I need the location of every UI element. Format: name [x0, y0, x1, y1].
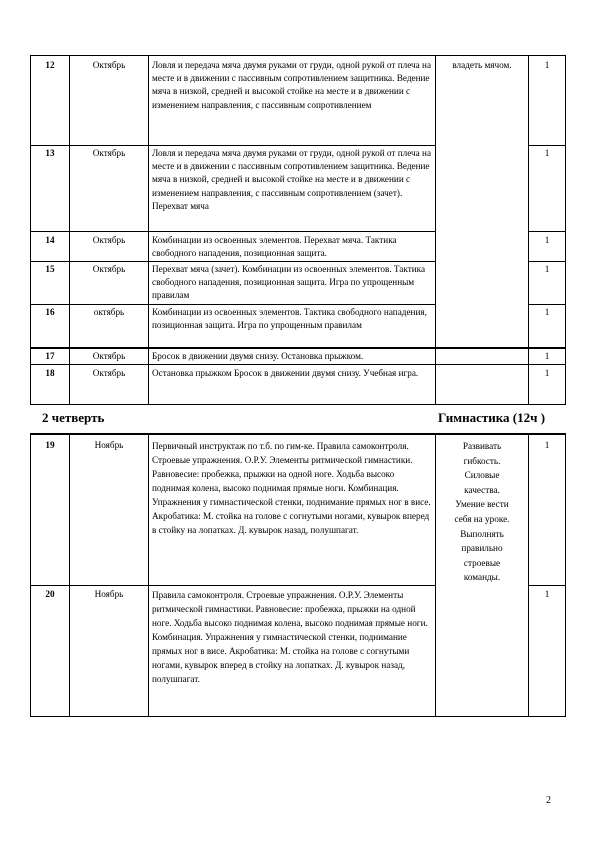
lesson-content: Комбинации из освоенных элементов. Перехват мяча. Тактика свободного нападения, позиционная защита.	[152, 235, 397, 259]
lesson-content: Ловля и передача мяча двумя руками от груди, одной рукой от плеча на месте и в движении с пассивным сопротивлением защитника. Ведение мяча в низкой, средней и высокой стойке на месте и в движении с изменением направления, с пассивным сопротивлением (зачет). Перехват мяча	[152, 148, 432, 211]
lesson-hours: 1	[544, 589, 550, 599]
lesson-month: Октябрь	[92, 351, 126, 361]
lesson-month: Октябрь	[92, 148, 126, 158]
lesson-month: октябрь	[93, 307, 125, 317]
quarter-heading: 2 четверть	[42, 410, 105, 425]
lesson-number: 19	[45, 440, 55, 450]
table-line	[565, 55, 566, 405]
table-line	[30, 347, 566, 349]
table-line	[30, 404, 566, 405]
lesson-hours: 1	[544, 307, 550, 317]
lesson-content: Бросок в движении двумя снизу. Остановка прыжком.	[152, 351, 364, 361]
table-line	[30, 433, 566, 435]
lesson-hours: 1	[544, 440, 550, 450]
lesson-number: 13	[45, 148, 55, 158]
lesson-number: 17	[45, 351, 55, 361]
table-line	[435, 433, 436, 717]
lesson-hours: 1	[544, 60, 550, 70]
lesson-hours: 1	[544, 148, 550, 158]
lesson-month: Ноябрь	[94, 589, 124, 599]
lesson-number: 12	[45, 60, 55, 70]
table-line	[30, 55, 566, 56]
table-line	[148, 433, 149, 717]
table-line	[148, 55, 149, 405]
lesson-month: Октябрь	[92, 264, 126, 274]
table-line	[565, 433, 566, 717]
lesson-content: Первичный инструктаж по т.б. по гим-ке. Правила самоконтроля. Строевые упражнения. О.Р.У. Элементы ритмической гимнастики. Равновесие: пробежка, прыжки на одной ноге. Ходьба высоко поднимая колена, высоко поднимая прямые ноги. Комбинация. Упражнения у гимнастической стенки, поднимание прямых ног в висе. Акробатика: М. стойка на голове с согнутыми ногами, кувырок вперед в стойку на лопатках. Д. кувырок назад, полушпагат.	[152, 441, 431, 535]
lesson-hours: 1	[544, 264, 550, 274]
table-line	[528, 585, 566, 586]
table-line	[528, 145, 566, 146]
table-line	[30, 364, 566, 365]
lesson-hours: 1	[544, 368, 550, 378]
table-line	[528, 304, 566, 305]
skills-text: Развивать гибкость. Силовые качества. Умение вести себя на уроке. Выполнять правильно строевые команды.	[454, 441, 510, 583]
lesson-number: 14	[45, 235, 55, 245]
lesson-month: Октябрь	[92, 235, 126, 245]
lesson-number: 20	[45, 589, 55, 599]
table-line	[69, 433, 70, 717]
table-line	[30, 716, 566, 717]
table-line	[30, 585, 435, 586]
lesson-content: Остановка прыжком Бросок в движении двумя снизу. Учебная игра.	[152, 368, 419, 378]
page-number: 2	[546, 795, 551, 806]
table-line	[30, 261, 435, 262]
table-line	[528, 433, 529, 717]
lesson-content: Комбинации из освоенных элементов. Тактика свободного нападения, позиционная защита. Игра по упрощенным правилам	[152, 307, 427, 331]
lesson-number: 15	[45, 264, 55, 274]
table-line	[435, 55, 436, 405]
skills-text: владеть мячом.	[452, 60, 512, 70]
lesson-month: Октябрь	[92, 368, 126, 378]
lesson-content: Перехват мяча (зачет). Комбинации из освоенных элементов. Тактика свободного нападения, позиционная защита. Игра по упрощенным правилам	[152, 264, 426, 301]
lesson-month: Ноябрь	[94, 440, 124, 450]
lesson-number: 16	[45, 307, 55, 317]
lesson-content: Ловля и передача мяча двумя руками от груди, одной рукой от плеча на месте и в движении с пассивным сопротивлением защитника. Ведение мяча в низкой, средней и высокой стойке на месте и в движении с изменением направления, с пассивным сопротивлением	[152, 60, 432, 110]
lesson-hours: 1	[544, 235, 550, 245]
section-topic-heading: Гимнастика (12ч )	[438, 410, 546, 425]
table-line	[30, 433, 31, 717]
lesson-hours: 1	[544, 351, 550, 361]
table-line	[30, 145, 435, 146]
table-line	[30, 231, 435, 232]
lesson-content: Правила самоконтроля. Строевые упражнения. О.Р.У. Элементы ритмической гимнастики. Равновесие: пробежка, прыжки на одной ноге. Ходьба высоко поднимая колена, высоко поднимая прямые ноги. Комбинация. Упражнения у гимнастической стенки, поднимание прямых ног в висе. Акробатика: М. стойка на голове с согнутыми ногами, кувырок вперед в стойку на лопатках. Д. кувырок назад, полушпагат.	[152, 590, 428, 684]
table-line	[528, 231, 566, 232]
lesson-number: 18	[45, 368, 55, 378]
table-line	[30, 304, 435, 305]
table-line	[528, 261, 566, 262]
lesson-month: Октябрь	[92, 60, 126, 70]
